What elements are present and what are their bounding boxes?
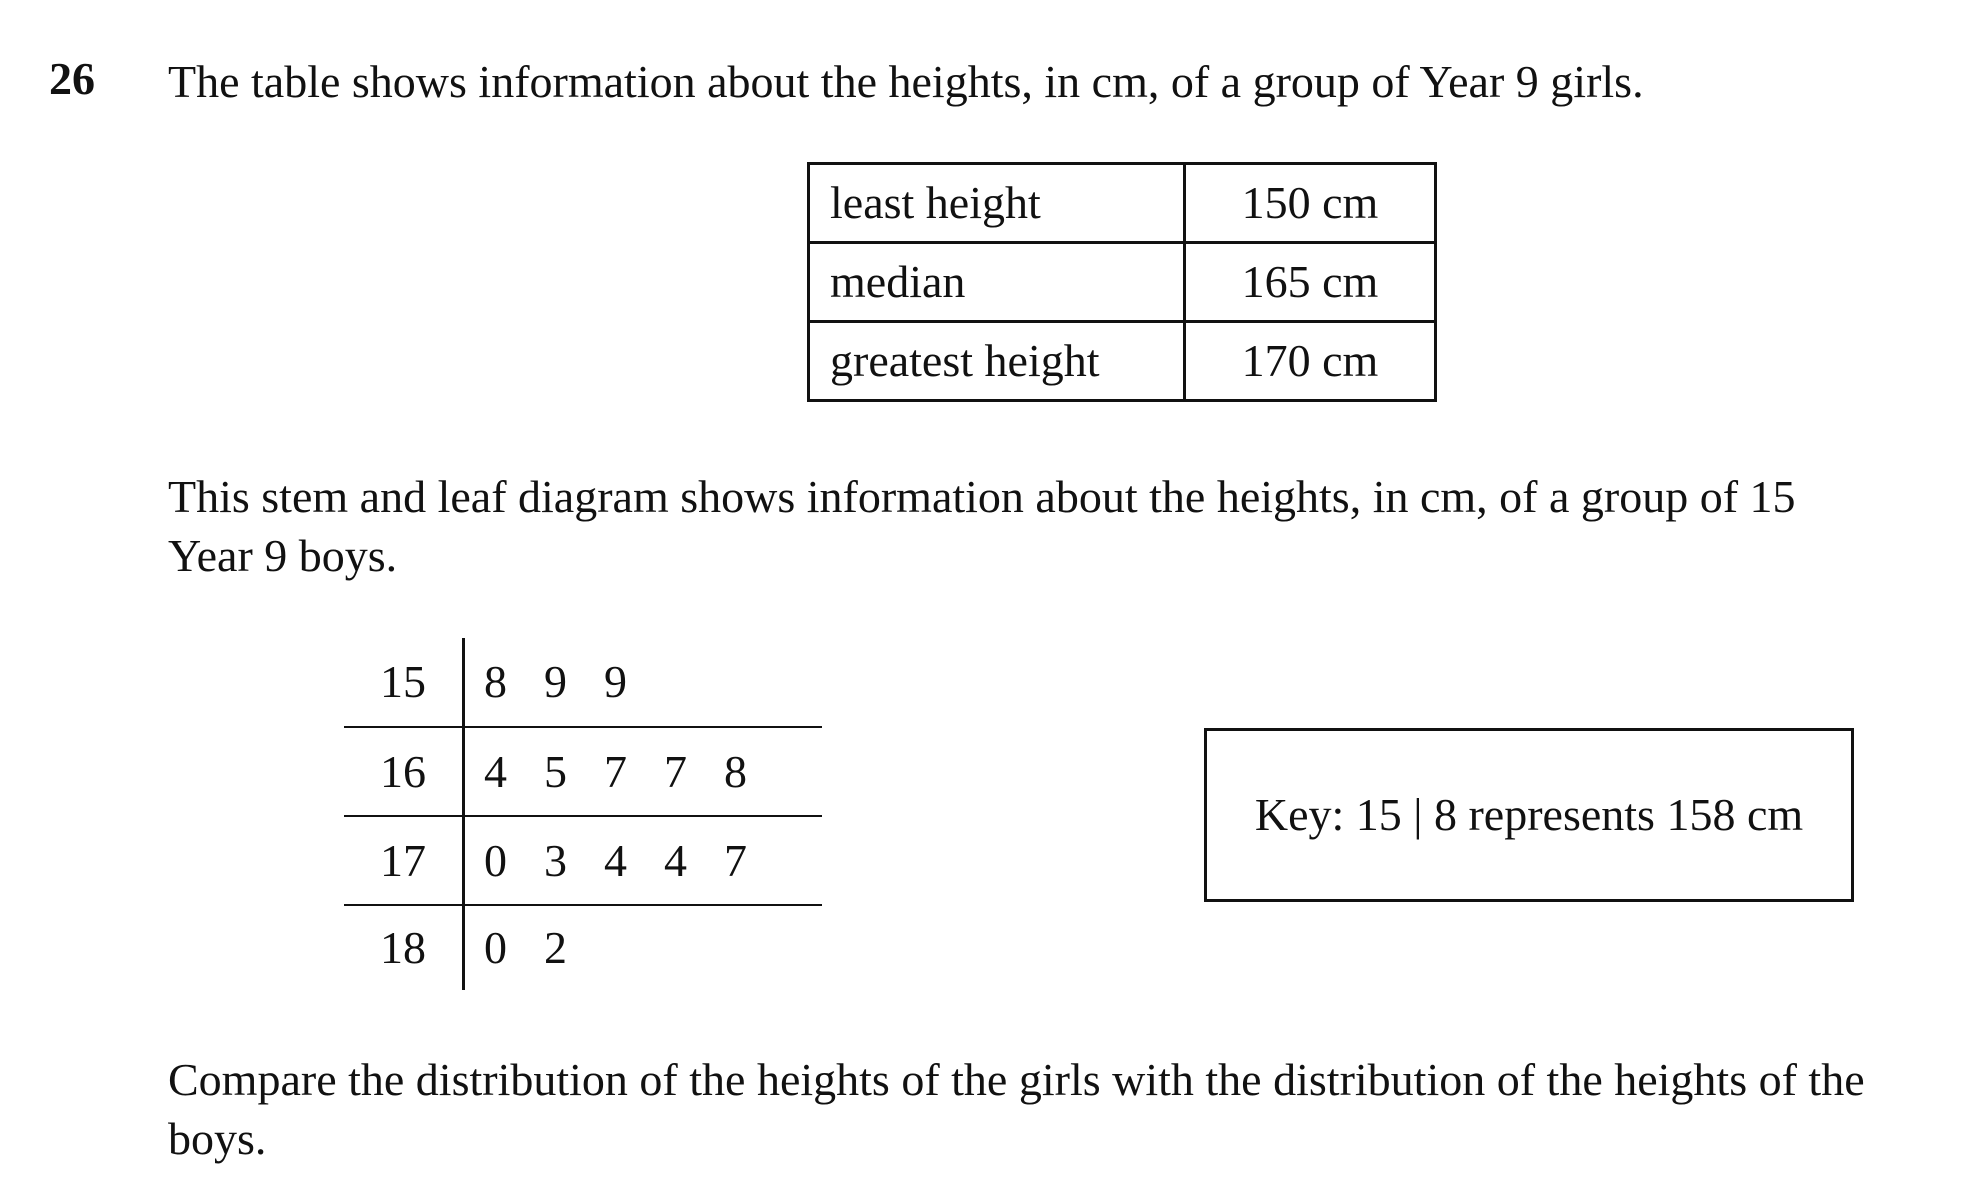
leaf-digit: 8 [724,746,747,797]
stem-and-leaf-diagram [344,638,822,990]
stem-value: 18 [380,922,426,973]
stem-value: 16 [380,746,426,797]
row-value: 170 cm [1185,322,1436,401]
girls-heights-table [807,162,1437,402]
stem-leaf-row [344,904,822,991]
leaf-group [484,904,604,991]
leaf-digit: 4 [484,746,507,797]
question-number: 26 [49,53,95,104]
stem-value: 17 [380,835,426,886]
question-prompt: Compare the distribution of the heights of the girls with the distribution of the heights of the boys. [168,1054,1865,1164]
stem-leaf-row [344,728,822,815]
leaf-digit: 3 [544,835,567,886]
leaf-digit: 5 [544,746,567,797]
leaf-digit: 8 [484,656,507,707]
row-label: median [809,243,1185,322]
leaf-group [484,638,664,725]
leaf-digit: 7 [724,835,747,886]
leaf-digit: 2 [544,922,567,973]
row-label: greatest height [809,322,1185,401]
table-row [809,243,1436,322]
question-intro: The table shows information about the heights, in cm, of a group of Year 9 girls. [168,56,1644,107]
stem-leaf-row [344,638,822,725]
row-label: least height [809,164,1185,243]
table-row [809,322,1436,401]
leaf-digit: 7 [604,746,627,797]
leaf-group [484,728,784,815]
leaf-digit: 0 [484,922,507,973]
table-row [809,164,1436,243]
leaf-digit: 7 [664,746,687,797]
stem-leaf-intro: This stem and leaf diagram shows information about the heights, in cm, of a group of 15 Year 9 boys. [168,471,1796,581]
row-value: 165 cm [1185,243,1436,322]
stem-value: 15 [380,656,426,707]
row-value: 150 cm [1185,164,1436,243]
leaf-digit: 0 [484,835,507,886]
leaf-digit: 4 [604,835,627,886]
leaf-digit: 9 [604,656,627,707]
leaf-digit: 9 [544,656,567,707]
leaf-digit: 4 [664,835,687,886]
stem-leaf-row [344,817,822,904]
leaf-group [484,817,784,904]
stem-leaf-key: Key: 15 | 8 represents 158 cm [1204,728,1854,902]
